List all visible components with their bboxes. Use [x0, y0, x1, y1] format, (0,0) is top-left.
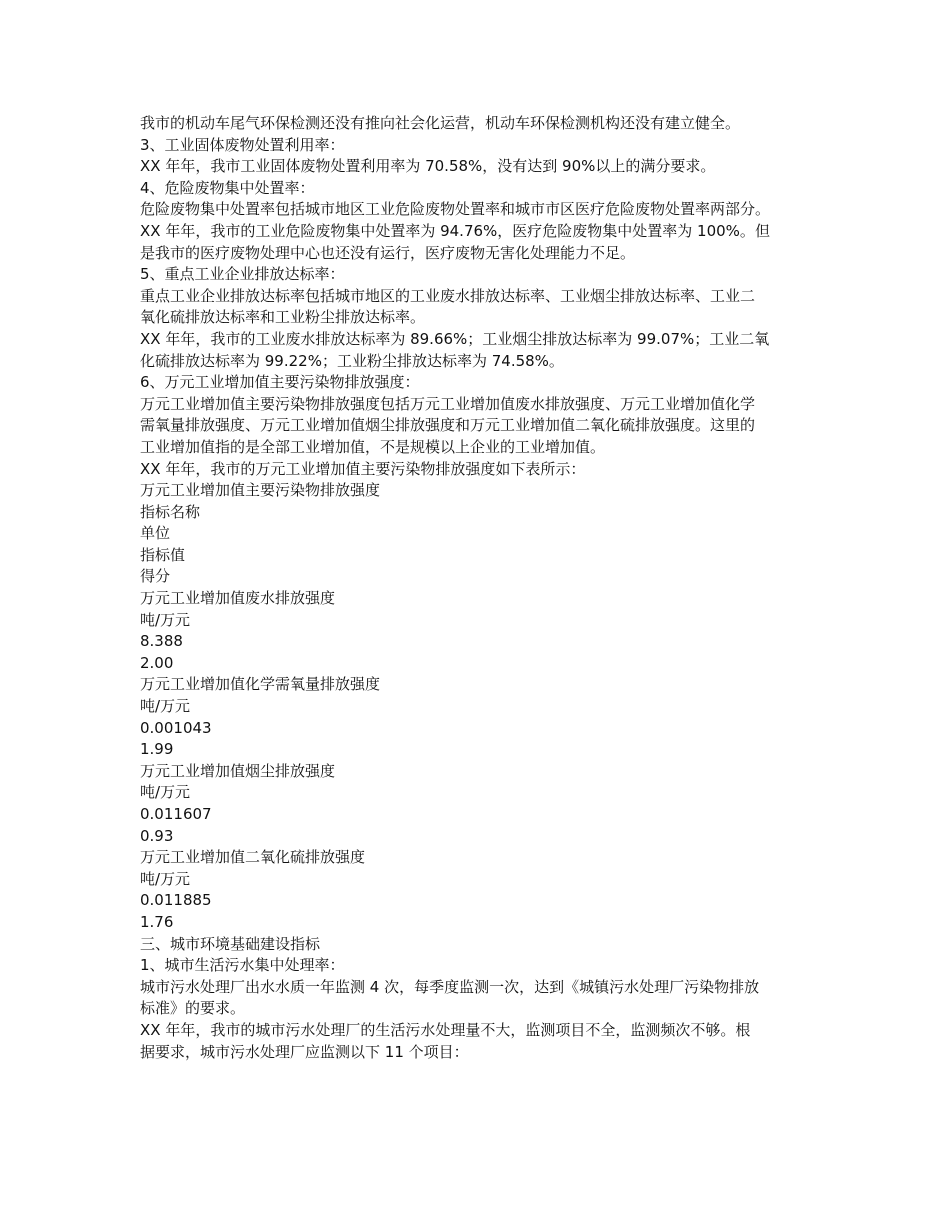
table-cell: 1.76 [140, 912, 174, 931]
text-line: XX 年年，我市的工业废水排放达标率为 89.66%；工业烟尘排放达标率为 99.07%；工业二氧 [140, 329, 770, 348]
section-heading: 三、城市环境基础建设指标 [140, 934, 321, 953]
text-line: 化硫排放达标率为 99.22%；工业粉尘排放达标率为 74.58%。 [140, 351, 564, 370]
text-line: XX 年年，我市的城市污水处理厂的生活污水处理量不大，监测项目不全，监测频次不够。根 [140, 1020, 751, 1039]
section-heading: 3、工业固体废物处置利用率： [140, 135, 345, 154]
text-line: XX 年年，我市工业固体废物处置利用率为 70.58%，没有达到 90%以上的满分要求。 [140, 157, 716, 176]
table-header-cell: 指标名称 [140, 502, 201, 521]
table-cell: 万元工业增加值二氧化硫排放强度 [140, 848, 366, 867]
table-cell: 8.388 [140, 632, 183, 651]
table-caption: 万元工业增加值主要污染物排放强度 [140, 481, 381, 500]
table-header-cell: 单位 [140, 524, 171, 543]
table-cell: 0.011607 [140, 805, 212, 823]
table-cell: 万元工业增加值化学需氧量排放强度 [140, 675, 381, 694]
text-line: 需氧量排放强度、万元工业增加值烟尘排放强度和万元工业增加值二氧化硫排放强度。这里的 [140, 416, 756, 435]
section-heading: 1、城市生活污水集中处理率： [140, 956, 345, 975]
table-cell: 万元工业增加值废水排放强度 [140, 589, 336, 608]
table-cell: 0.011885 [140, 891, 212, 910]
table-cell: 吨/万元 [140, 610, 191, 629]
text-line: 标准》的要求。 [140, 999, 246, 1018]
table-header-cell: 指标值 [140, 545, 186, 564]
text-line: 工业增加值指的是全部工业增加值，不是规模以上企业的工业增加值。 [140, 437, 606, 456]
text-line: 城市污水处理厂出水水质一年监测 4 次，每季度监测一次，达到《城镇污水处理厂污染物排放 [140, 977, 760, 996]
table-cell: 2.00 [140, 653, 174, 672]
document-page [140, 113, 830, 1063]
section-heading: 6、万元工业增加值主要污染物排放强度： [140, 373, 420, 392]
table-cell: 1.99 [140, 740, 174, 759]
text-line: 重点工业企业排放达标率包括城市地区的工业废水排放达标率、工业烟尘排放达标率、工业二 [140, 286, 756, 305]
table-cell: 吨/万元 [140, 697, 191, 716]
text-line: XX 年年，我市的工业危险废物集中处置率为 94.76%，医疗危险废物集中处置率为 100%。但 [140, 221, 770, 240]
table-header-cell: 得分 [140, 567, 171, 586]
text-line: 据要求，城市污水处理厂应监测以下 11 个项目： [140, 1042, 469, 1061]
table-cell: 0.93 [140, 826, 174, 845]
section-heading: 5、重点工业企业排放达标率： [140, 265, 345, 284]
table-cell: 吨/万元 [140, 869, 191, 888]
text-line: 危险废物集中处置率包括城市地区工业危险废物处置率和城市市区医疗危险废物处置率两部分。 [140, 200, 771, 219]
table-cell: 0.001043 [140, 718, 212, 737]
table-cell: 吨/万元 [140, 783, 191, 802]
text-line: XX 年年，我市的万元工业增加值主要污染物排放强度如下表所示： [140, 459, 586, 478]
text-line: 万元工业增加值主要污染物排放强度包括万元工业增加值废水排放强度、万元工业增加值化学 [140, 394, 756, 413]
text-line: 我市的机动车尾气环保检测还没有推向社会化运营，机动车环保检测机构还没有建立健全。 [140, 114, 741, 132]
text-line: 是我市的医疗废物处理中心也还没有运行，医疗废物无害化处理能力不足。 [140, 243, 636, 262]
text-line: 氧化硫排放达标率和工业粉尘排放达标率。 [140, 308, 426, 327]
table-cell: 万元工业增加值烟尘排放强度 [140, 761, 336, 780]
section-heading: 4、危险废物集中处置率： [140, 178, 315, 197]
